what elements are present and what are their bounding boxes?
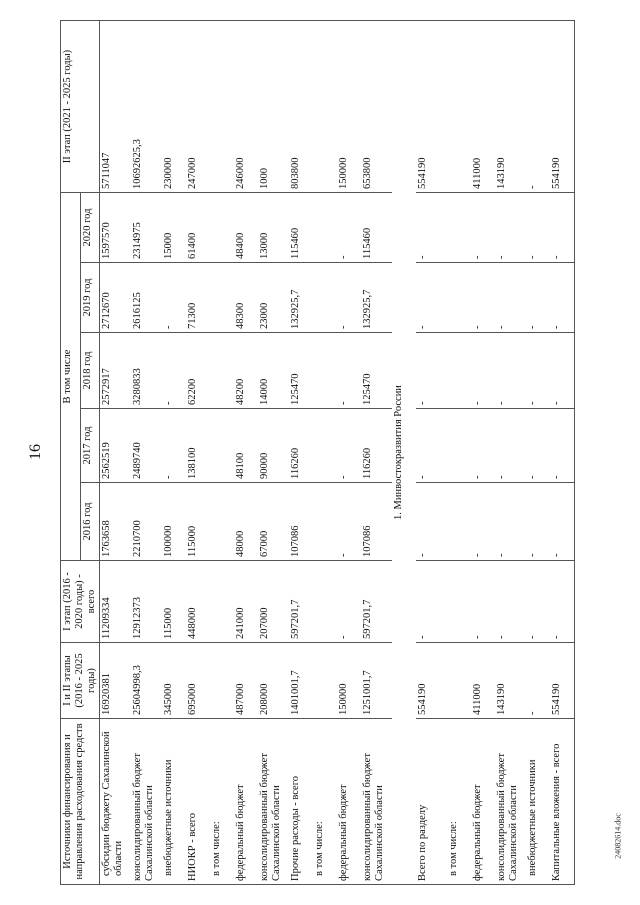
cell-2016: -: [526, 483, 550, 561]
cell-stage2: 1000: [258, 21, 289, 193]
cell-stage2: [447, 21, 471, 193]
cell-2019: -: [337, 263, 361, 333]
cell-stage2: -: [526, 21, 550, 193]
cell-2017: -: [526, 409, 550, 483]
row-label: НИОКР - всего: [186, 719, 210, 885]
header-year: 2017 год: [80, 409, 100, 483]
cell-stage2: 5711047: [100, 21, 132, 193]
cell-stage2: [313, 21, 337, 193]
cell-stage1: 597201,7: [289, 561, 313, 643]
header-stage2: II этап (2021 - 2025 годы): [61, 21, 100, 193]
row-label: внебюджетные источники: [162, 719, 186, 885]
cell-2016: [313, 483, 337, 561]
cell-2020: 61400: [186, 193, 210, 263]
header-stage1: I этап (2016 - 2020 годы) - всего: [61, 561, 100, 643]
cell-stage1: [447, 561, 471, 643]
header-year: 2016 год: [80, 483, 100, 561]
cell-2018: 62200: [186, 333, 210, 409]
section-title: 1. Минвостокразвития России: [392, 21, 416, 885]
cell-stage1: 12912373: [131, 561, 162, 643]
cell-2020: [313, 193, 337, 263]
cell-stage1: 115000: [162, 561, 186, 643]
cell-2019: 132925,7: [289, 263, 313, 333]
cell-total: [447, 643, 471, 719]
cell-2017: [210, 409, 234, 483]
cell-2017: -: [471, 409, 495, 483]
cell-stage1: -: [550, 561, 575, 643]
cell-2020: 115460: [289, 193, 313, 263]
cell-2016: 48000: [234, 483, 258, 561]
row-label: внебюджетные источники: [526, 719, 550, 885]
table-row: [100, 21, 132, 885]
cell-2016: 2210700: [131, 483, 162, 561]
row-label: федеральный бюджет: [234, 719, 258, 885]
header-year: 2019 год: [80, 263, 100, 333]
row-label: субсидии бюджету Сахалинской области: [100, 719, 132, 885]
cell-2017: 90000: [258, 409, 289, 483]
cell-2018: -: [337, 333, 361, 409]
cell-2018: [313, 333, 337, 409]
cell-total: -: [526, 643, 550, 719]
cell-2019: 23000: [258, 263, 289, 333]
section-title-row: [392, 21, 416, 885]
cell-stage2: 10692625,3: [131, 21, 162, 193]
cell-2016: 100000: [162, 483, 186, 561]
cell-2019: 48300: [234, 263, 258, 333]
cell-2018: [210, 333, 234, 409]
cell-2017: -: [416, 409, 447, 483]
table-row: [495, 21, 526, 885]
cell-2020: [210, 193, 234, 263]
cell-2018: -: [162, 333, 186, 409]
table-row: [210, 21, 234, 885]
cell-2016: 107086: [289, 483, 313, 561]
cell-total: 554190: [550, 643, 575, 719]
cell-2017: 2489740: [131, 409, 162, 483]
cell-2018: 2572917: [100, 333, 132, 409]
cell-total: 208000: [258, 643, 289, 719]
header-total: I и II этапы (2016 - 2025 годы): [61, 643, 100, 719]
table-header: [61, 21, 100, 885]
cell-2017: -: [495, 409, 526, 483]
cell-2017: 116260: [361, 409, 392, 483]
cell-2019: -: [550, 263, 575, 333]
cell-2019: [447, 263, 471, 333]
table-row: [258, 21, 289, 885]
cell-2016: -: [471, 483, 495, 561]
cell-2019: -: [471, 263, 495, 333]
cell-total: 345000: [162, 643, 186, 719]
cell-2016: -: [416, 483, 447, 561]
cell-stage2: 247000: [186, 21, 210, 193]
cell-2017: 116260: [289, 409, 313, 483]
table-row: [447, 21, 471, 885]
cell-2017: -: [162, 409, 186, 483]
footer-doc-code: 24082614.doc: [613, 813, 623, 859]
cell-total: 150000: [337, 643, 361, 719]
cell-total: 695000: [186, 643, 210, 719]
cell-stage1: 11209334: [100, 561, 132, 643]
cell-2017: 2562519: [100, 409, 132, 483]
cell-2019: -: [162, 263, 186, 333]
cell-2016: 107086: [361, 483, 392, 561]
cell-2018: 125470: [361, 333, 392, 409]
cell-2018: -: [526, 333, 550, 409]
cell-stage2: 411000: [471, 21, 495, 193]
row-label: консолидированный бюджет Сахалинской области: [495, 719, 526, 885]
cell-stage1: -: [526, 561, 550, 643]
cell-stage1: 597201,7: [361, 561, 392, 643]
cell-2018: 3280833: [131, 333, 162, 409]
cell-stage2: 143190: [495, 21, 526, 193]
cell-2017: [313, 409, 337, 483]
cell-2020: -: [495, 193, 526, 263]
cell-stage1: 448000: [186, 561, 210, 643]
table-row: [289, 21, 313, 885]
cell-2020: -: [526, 193, 550, 263]
row-label: консолидированный бюджет Сахалинской области: [361, 719, 392, 885]
cell-total: 1401001,7: [289, 643, 313, 719]
row-label: Капитальные вложения - всего: [550, 719, 575, 885]
header-year: 2020 год: [80, 193, 100, 263]
cell-total: 25604998,3: [131, 643, 162, 719]
row-label: в том числе:: [313, 719, 337, 885]
cell-stage2: 150000: [337, 21, 361, 193]
cell-stage1: [210, 561, 234, 643]
cell-2019: [210, 263, 234, 333]
table-row: [186, 21, 210, 885]
cell-stage2: 803800: [289, 21, 313, 193]
cell-stage2: 246000: [234, 21, 258, 193]
cell-total: 143190: [495, 643, 526, 719]
table-row: [550, 21, 575, 885]
row-label: в том числе:: [447, 719, 471, 885]
cell-stage1: -: [471, 561, 495, 643]
cell-2017: 48100: [234, 409, 258, 483]
row-label: Всего по разделу: [416, 719, 447, 885]
cell-2020: 48400: [234, 193, 258, 263]
cell-2018: -: [550, 333, 575, 409]
cell-2017: -: [550, 409, 575, 483]
table-row: [337, 21, 361, 885]
cell-total: 487000: [234, 643, 258, 719]
cell-2020: 115460: [361, 193, 392, 263]
cell-2020: 1597570: [100, 193, 132, 263]
cell-2017: 138100: [186, 409, 210, 483]
cell-stage1: 241000: [234, 561, 258, 643]
cell-total: 1251001,7: [361, 643, 392, 719]
cell-2018: -: [416, 333, 447, 409]
row-label: консолидированный бюджет Сахалинской области: [258, 719, 289, 885]
cell-2019: -: [526, 263, 550, 333]
cell-stage2: 653800: [361, 21, 392, 193]
cell-2019: -: [495, 263, 526, 333]
financing-table: [60, 20, 575, 885]
header-year: 2018 год: [80, 333, 100, 409]
financing-table-container: [60, 21, 610, 885]
cell-2020: 2314975: [131, 193, 162, 263]
table-row: [313, 21, 337, 885]
header-including: В том числе: [61, 193, 81, 561]
row-label: федеральный бюджет: [471, 719, 495, 885]
row-label: Прочие расходы - всего: [289, 719, 313, 885]
cell-stage1: -: [495, 561, 526, 643]
page-number: 16: [27, 444, 44, 460]
cell-2016: -: [495, 483, 526, 561]
cell-2016: 115000: [186, 483, 210, 561]
table-row: [234, 21, 258, 885]
table-row: [526, 21, 550, 885]
cell-2018: -: [471, 333, 495, 409]
cell-2020: -: [416, 193, 447, 263]
cell-2018: 48200: [234, 333, 258, 409]
cell-2020: [447, 193, 471, 263]
cell-2020: 13000: [258, 193, 289, 263]
cell-2016: 67000: [258, 483, 289, 561]
cell-stage1: [313, 561, 337, 643]
cell-2019: 2712670: [100, 263, 132, 333]
cell-2016: -: [337, 483, 361, 561]
table-body: [100, 21, 575, 885]
cell-2019: 132925,7: [361, 263, 392, 333]
cell-total: 411000: [471, 643, 495, 719]
table-row: [162, 21, 186, 885]
table-row: [416, 21, 447, 885]
cell-2018: -: [495, 333, 526, 409]
cell-2017: -: [337, 409, 361, 483]
cell-2017: [447, 409, 471, 483]
cell-2020: -: [337, 193, 361, 263]
cell-stage2: [210, 21, 234, 193]
cell-2019: -: [416, 263, 447, 333]
table-row: [131, 21, 162, 885]
table-row: [471, 21, 495, 885]
table-row: [361, 21, 392, 885]
cell-2018: [447, 333, 471, 409]
row-label: консолидированный бюджет Сахалинской области: [131, 719, 162, 885]
cell-total: [313, 643, 337, 719]
cell-2016: 1763658: [100, 483, 132, 561]
cell-2019: 2616125: [131, 263, 162, 333]
row-label: федеральный бюджет: [337, 719, 361, 885]
cell-2016: -: [550, 483, 575, 561]
cell-2019: [313, 263, 337, 333]
header-source: Источники финансирования и направления расходования средств: [61, 719, 100, 885]
cell-total: [210, 643, 234, 719]
cell-stage2: 554190: [416, 21, 447, 193]
cell-stage1: 207000: [258, 561, 289, 643]
cell-2016: [447, 483, 471, 561]
cell-2018: 125470: [289, 333, 313, 409]
cell-2016: [210, 483, 234, 561]
cell-total: 16920381: [100, 643, 132, 719]
cell-stage1: -: [337, 561, 361, 643]
cell-2020: -: [550, 193, 575, 263]
cell-2020: -: [471, 193, 495, 263]
cell-total: 554190: [416, 643, 447, 719]
cell-stage1: -: [416, 561, 447, 643]
cell-stage2: 230000: [162, 21, 186, 193]
cell-2020: 15000: [162, 193, 186, 263]
row-label: в том числе:: [210, 719, 234, 885]
cell-2019: 71300: [186, 263, 210, 333]
cell-stage2: 554190: [550, 21, 575, 193]
cell-2018: 14000: [258, 333, 289, 409]
